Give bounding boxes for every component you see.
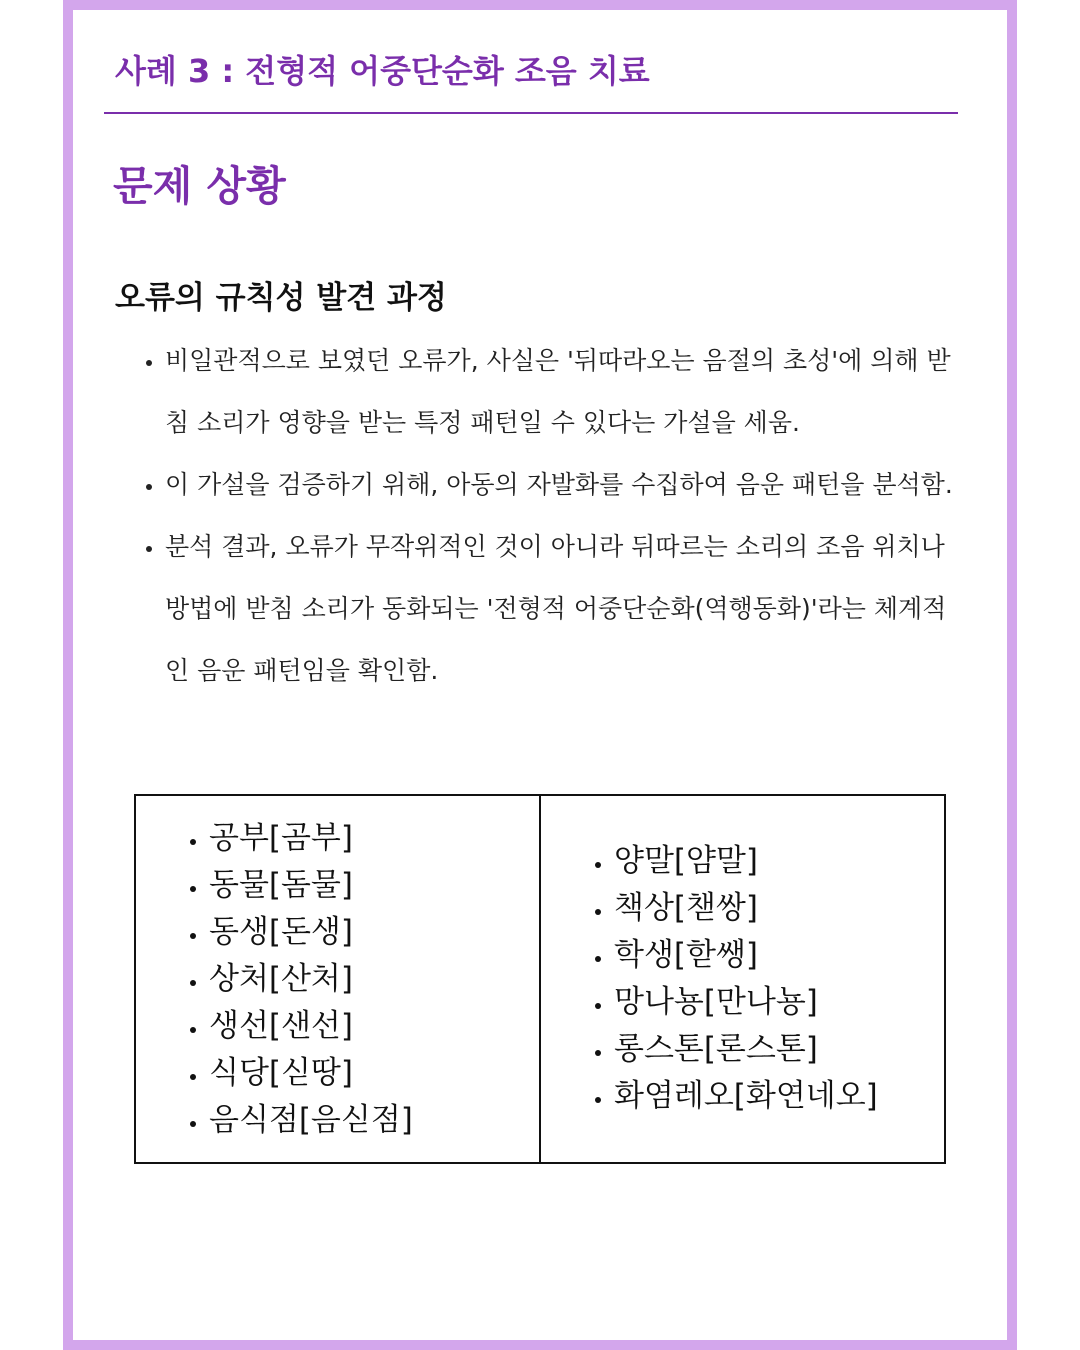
- examples-left-list: [136, 815, 539, 1144]
- example-item: • 망나뇽[만나뇽]: [614, 979, 944, 1026]
- example-item: • 학생[핟쌩]: [614, 932, 944, 979]
- example-item: • 생선[샌선]: [209, 1003, 539, 1050]
- page-header-title: 사례 3 : 전형적 어중단순화 조음 치료: [115, 52, 650, 90]
- example-item: • 동물[돔물]: [209, 862, 539, 909]
- examples-left-cell: [135, 795, 540, 1163]
- examples-right-list: [541, 838, 944, 1120]
- example-item: • 식당[싣땅]: [209, 1050, 539, 1097]
- header-divider: [104, 112, 958, 114]
- example-item: • 상처[산처]: [209, 956, 539, 1003]
- example-item: • 책상[챋쌍]: [614, 885, 944, 932]
- process-bullet-1: • 비일관적으로 보였던 오류가, 사실은 '뒤따라오는 음절의 초성'에 의해 받침 소리가 영향을 받는 특정 패턴일 수 있다는 가설을 세움.: [165, 330, 970, 454]
- process-bullet-3: • 분석 결과, 오류가 무작위적인 것이 아니라 뒤따르는 소리의 조음 위치나 방법에 받침 소리가 동화되는 '전형적 어중단순화(역행동화)'라는 체계적인 음운 패턴임을 확인함.: [165, 516, 970, 702]
- example-item: • 화염레오[화연네오]: [614, 1073, 944, 1120]
- error-examples-table: [134, 794, 946, 1164]
- examples-right-cell: [540, 795, 945, 1163]
- discovery-process-list: [130, 330, 970, 702]
- error-examples-row: [135, 795, 945, 1163]
- example-item: • 공부[곰부]: [209, 815, 539, 862]
- section-title: 문제 상황: [113, 162, 286, 210]
- example-item: • 음식점[음싣점]: [209, 1097, 539, 1144]
- example-item: • 롱스톤[론스톤]: [614, 1026, 944, 1073]
- example-item: • 동생[돈생]: [209, 909, 539, 956]
- subsection-title: 오류의 규칙성 발견 과정: [115, 280, 447, 316]
- example-item: • 양말[얌말]: [614, 838, 944, 885]
- process-bullet-2: • 이 가설을 검증하기 위해, 아동의 자발화를 수집하여 음운 패턴을 분석함.: [165, 454, 970, 516]
